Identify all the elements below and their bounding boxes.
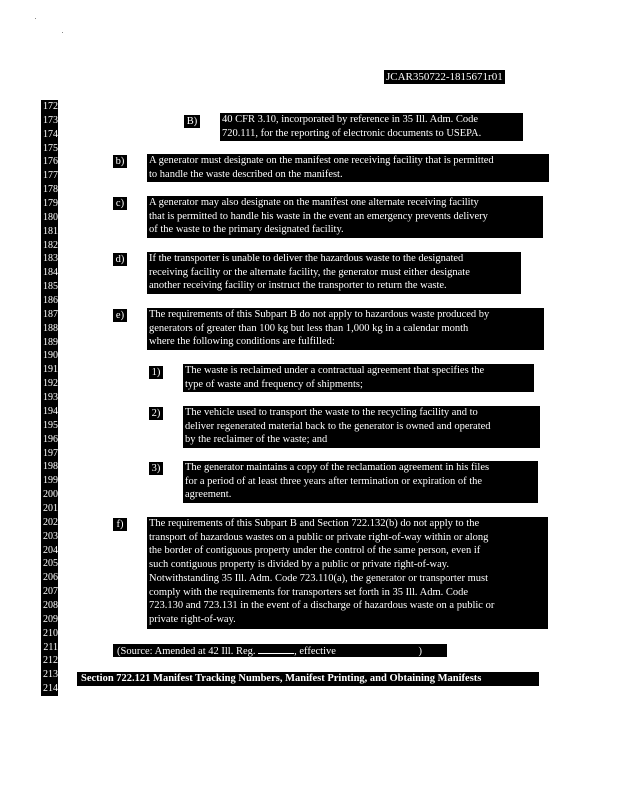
source-note [113,644,447,657]
text-line: that is permitted to handle his waste in the event an emergency prevents delivery [149,210,488,222]
line-number: 178 [43,184,58,196]
text-line: the border of contiguous property under the control of the same person, even if [149,545,481,557]
line-number: 179 [43,198,58,210]
line-number: 187 [43,308,58,320]
blank-date-rule [258,644,294,654]
line-number: 213 [43,669,58,681]
line-number: 200 [43,489,58,501]
line-number: 174 [43,128,58,140]
line-number: 214 [43,683,58,695]
line-number: 175 [43,142,58,154]
line-number: 199 [43,475,58,487]
line-number: 188 [43,322,58,334]
line-number: 182 [43,239,58,251]
paragraph-label: e) [113,309,127,322]
line-number: 185 [43,281,58,293]
paragraph-label: B) [184,115,200,128]
text-line: agreement. [185,489,232,501]
line-number: 208 [43,599,58,611]
text-line: by the reclaimer of the waste; and [185,434,328,446]
paragraph-label: b) [113,155,127,168]
text-line: A generator must designate on the manifest one receiving facility that is permitted [149,155,494,166]
line-number: 177 [43,170,58,182]
text-line: such contiguous property is divided by a public or private right-of-way. [149,559,449,571]
text-line: The requirements of this Subpart B do not apply to hazardous waste produced by [149,309,490,320]
line-number: 212 [43,655,58,667]
line-number: 211 [43,641,58,653]
text-line: generators of greater than 100 kg but less than 1,000 kg in a calendar month [149,322,469,334]
text-line: transport of hazardous wastes on a public or private right-of-way within or along [149,531,489,543]
text-line: If the transporter is unable to deliver the hazardous waste to the designated [149,253,464,264]
text-line: 720.111, for the reporting of electronic documents to USEPA. [222,127,482,139]
scan-speck [35,18,36,19]
line-number: 198 [43,461,58,473]
text-line: where the following conditions are fulfilled: [149,336,335,348]
line-number: 206 [43,572,58,584]
text-line: type of waste and frequency of shipments; [185,378,363,390]
paragraph-e3 [183,461,538,503]
source-prefix: (Source: Amended at 42 Ill. Reg. [117,646,256,657]
line-number: 190 [43,350,58,362]
line-number: 186 [43,295,58,307]
line-number: 209 [43,613,58,625]
line-number: 189 [43,336,58,348]
line-number: 183 [43,253,58,265]
line-number: 197 [43,447,58,459]
paragraph-label: c) [113,197,127,210]
paragraph-label: 1) [149,366,163,379]
text-line: receiving facility or the alternate facility, the generator must either designate [149,266,470,278]
text-line: The generator maintains a copy of the reclamation agreement in his files [185,462,490,473]
line-number: 201 [43,502,58,514]
line-number: 193 [43,392,58,404]
paragraph-e1 [183,364,534,392]
line-number-gutter [41,100,58,696]
section-heading: Section 722.121 Manifest Tracking Numbers, Manifest Printing, and Obtaining Manifests [77,672,539,686]
text-line: A generator may also designate on the manifest one alternate receiving facility [149,197,479,208]
text-line: to handle the waste described on the manifest. [149,168,343,180]
paragraph-c [147,196,543,238]
paragraph-label: f) [113,518,127,531]
line-number: 173 [43,114,58,126]
line-number: 181 [43,225,58,237]
paragraph-d [147,252,521,294]
text-line: private right-of-way. [149,613,236,625]
line-number: 204 [43,544,58,556]
text-line: for a period of at least three years after termination or expiration of the [185,475,483,487]
line-number: 194 [43,405,58,417]
line-number: 210 [43,627,58,639]
scan-speck [62,32,63,33]
text-line: another receiving facility or instruct the transporter to return the waste. [149,280,447,292]
line-number: 203 [43,530,58,542]
line-number: 205 [43,558,58,570]
paragraph-label: 3) [149,462,163,475]
source-suffix: ) [418,646,423,657]
line-number: 195 [43,419,58,431]
line-number: 202 [43,516,58,528]
line-number: 191 [43,364,58,376]
text-line: comply with the requirements for transporters set forth in 35 Ill. Adm. Code [149,586,469,598]
paragraph-e2 [183,406,540,448]
line-number: 184 [43,267,58,279]
text-line: of the waste to the primary designated facility. [149,224,344,236]
line-number: 192 [43,378,58,390]
text-line: deliver regenerated material back to the generator is owned and operated [185,420,491,432]
paragraph-B [220,113,523,141]
paragraph-label: 2) [149,407,163,420]
text-line: The requirements of this Subpart B and Section 722.132(b) do not apply to the [149,518,480,529]
line-number: 176 [43,156,58,168]
text-line: 40 CFR 3.10, incorporated by reference in 35 Ill. Adm. Code [222,114,479,125]
text-line: 723.130 and 723.131 in the event of a discharge of hazardous waste on a public or [149,600,495,612]
paragraph-e [147,308,544,350]
line-number: 196 [43,433,58,445]
line-number: 180 [43,211,58,223]
line-number: 207 [43,586,58,598]
text-line: The waste is reclaimed under a contractual agreement that specifies the [185,365,485,376]
text-line: Notwithstanding 35 Ill. Adm. Code 723.110(a), the generator or transporter must [149,572,489,584]
document-id: JCAR350722-1815671r01 [386,71,503,83]
text-line: The vehicle used to transport the waste to the recycling facility and to [185,407,478,418]
paragraph-f [147,517,548,629]
paragraph-label: d) [113,253,127,266]
paragraph-b [147,154,549,182]
line-number: 172 [43,101,58,112]
source-middle: , effective [294,646,336,657]
